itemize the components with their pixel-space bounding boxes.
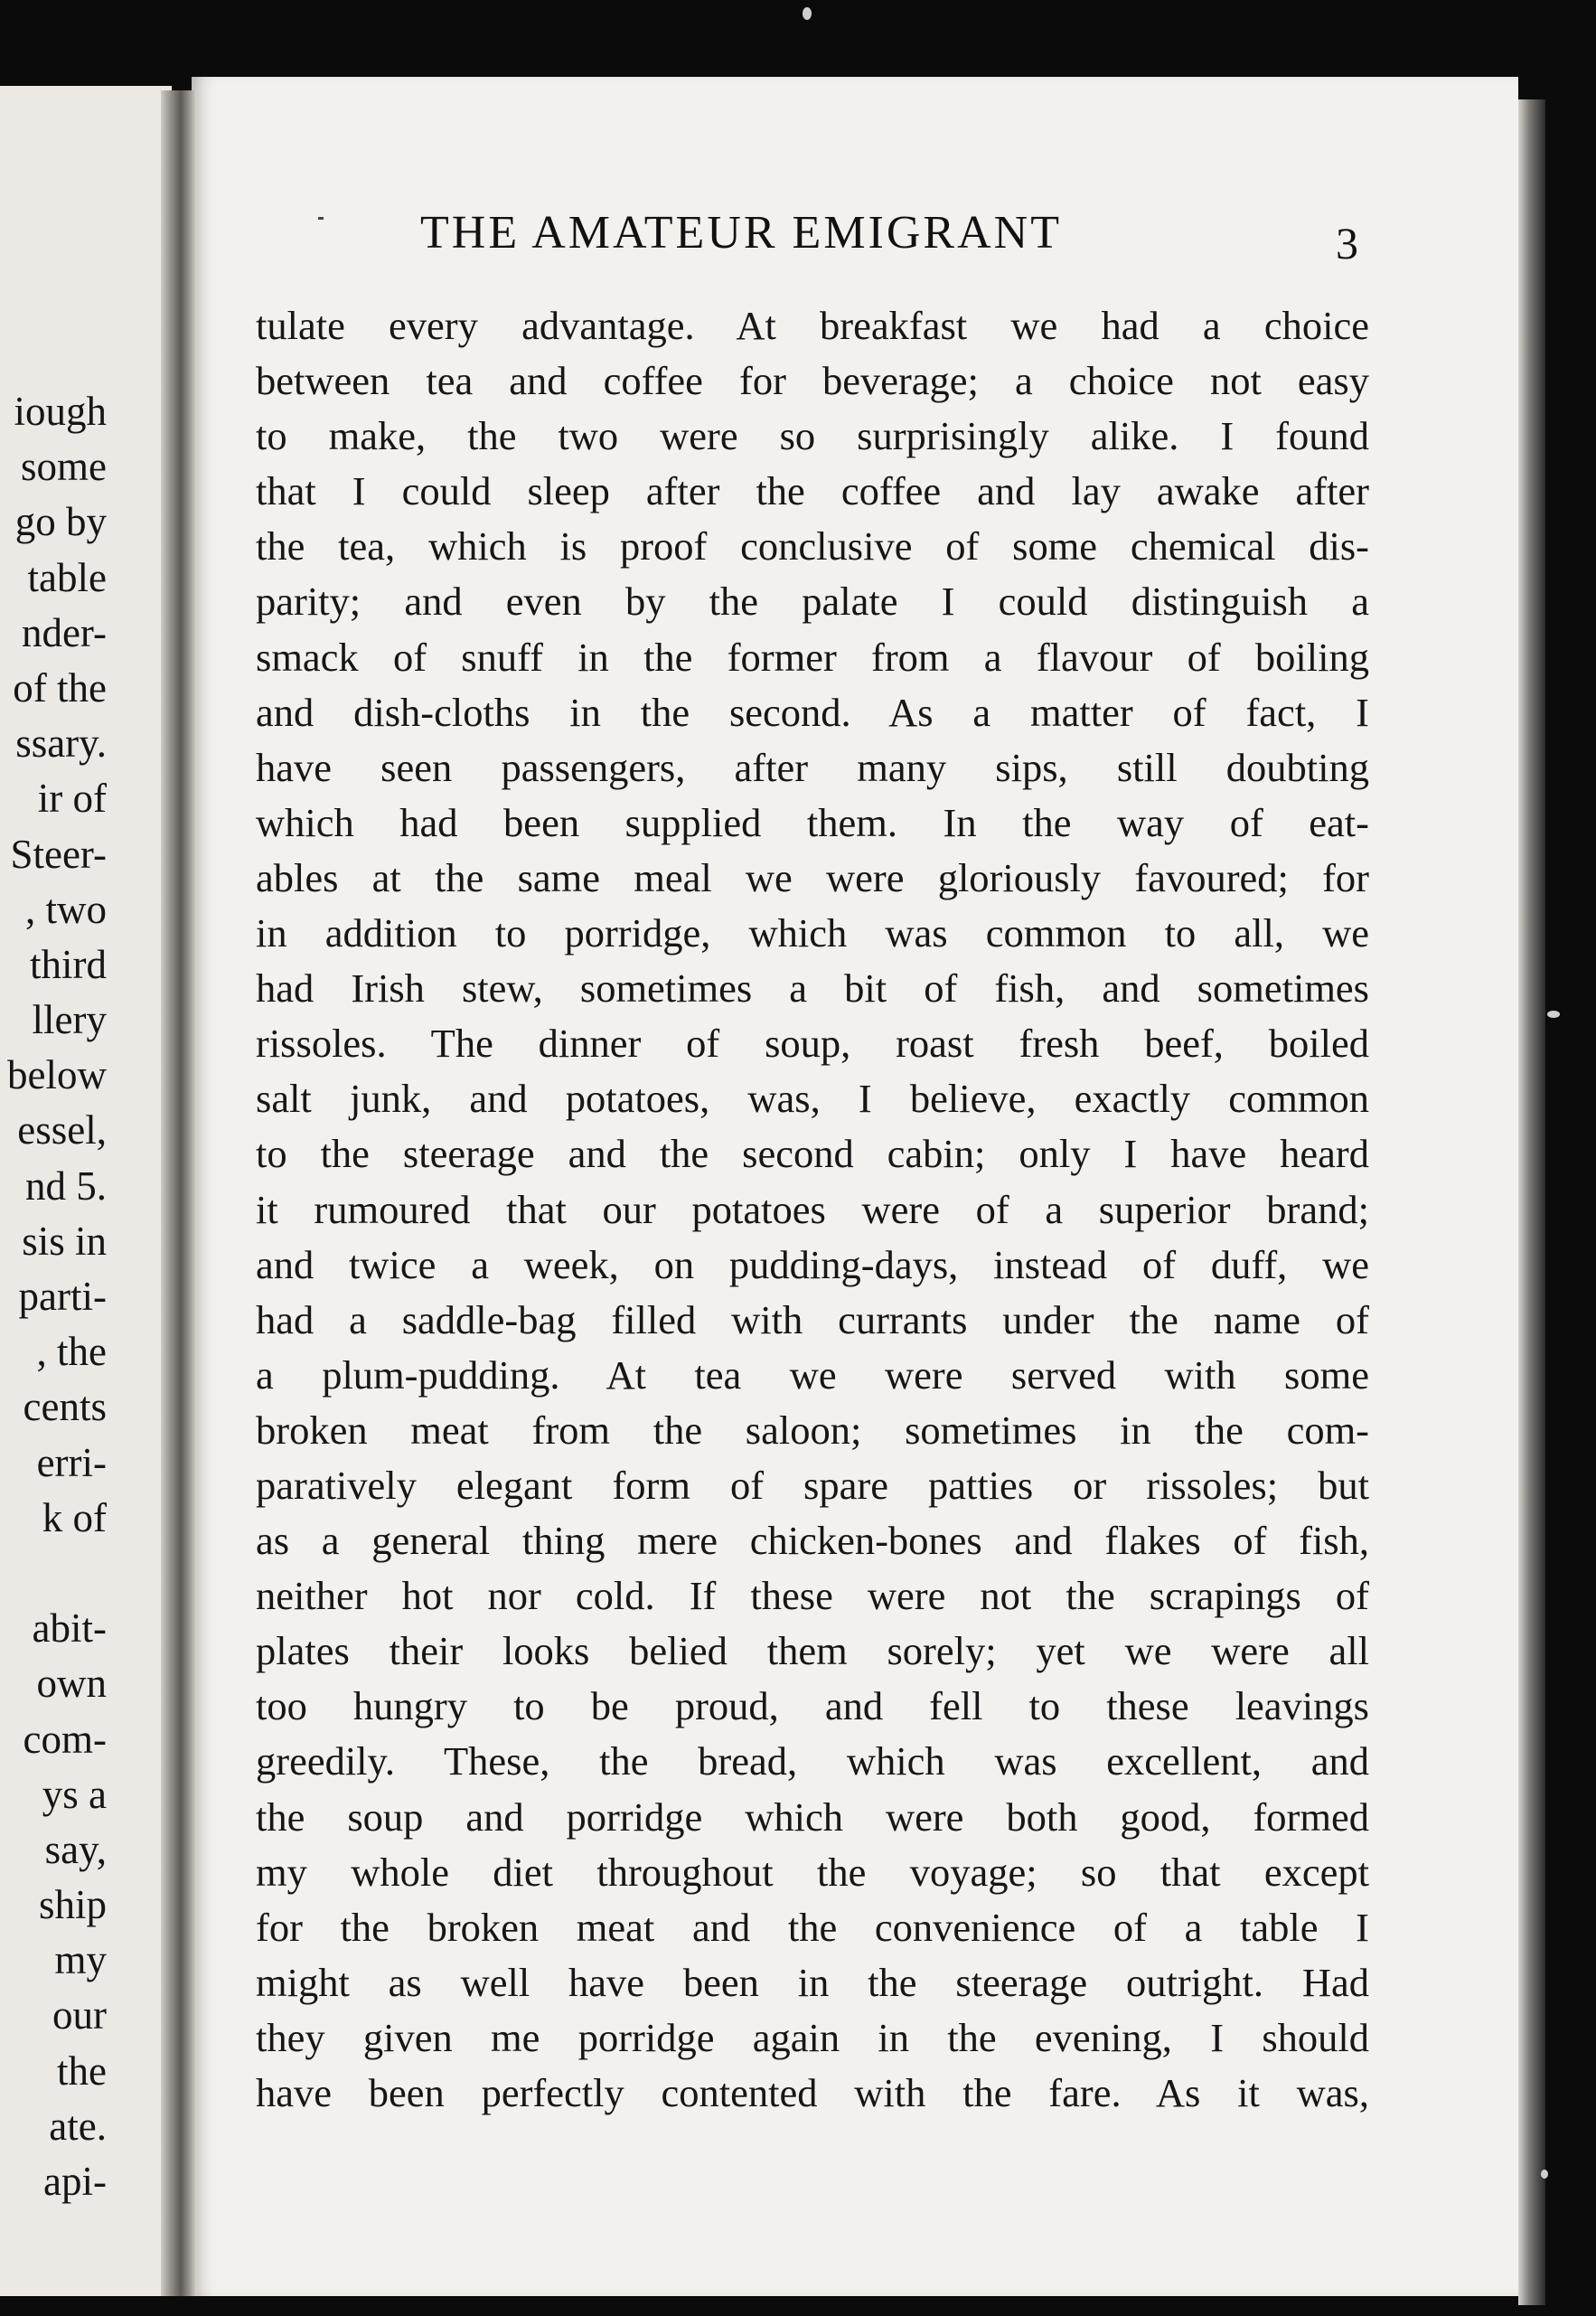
page-gutter <box>161 90 197 2296</box>
text-line: salt junk, and potatoes, was, I believe, exactly common <box>256 1076 1369 1122</box>
left-page-line: go by <box>14 499 107 545</box>
left-page-line: table <box>27 554 107 600</box>
text-line: had Irish stew, sometimes a bit of fish, and sometimes <box>256 965 1369 1012</box>
left-page-line: essel, <box>17 1107 107 1153</box>
text-line: smack of snuff in the former from a flavour of boiling <box>256 634 1369 680</box>
text-line: that I could sleep after the coffee and lay awake after <box>256 468 1369 514</box>
page-number: 3 <box>1336 218 1358 268</box>
text-line: it rumoured that our potatoes were of a superior brand; <box>256 1186 1369 1232</box>
text-line: rissoles. The dinner of soup, roast fresh beef, boiled <box>256 1021 1369 1067</box>
text-line: a plum-pudding. At tea we were served with some <box>256 1351 1369 1398</box>
left-page-line: sis in <box>22 1218 107 1264</box>
text-line: which had been supplied them. In the way of eat- <box>256 799 1369 845</box>
left-page-line: ssary. <box>15 720 107 767</box>
left-page-line: ir of <box>37 776 107 822</box>
left-page-line: third <box>30 941 107 987</box>
left-page-line: own <box>36 1661 107 1707</box>
text-line: plates their looks belied them sorely; yet we were all <box>256 1628 1369 1674</box>
left-page-line: com- <box>23 1716 107 1762</box>
left-page-line: ship <box>38 1882 107 1928</box>
text-line: the tea, which is proof conclusive of some chemical dis- <box>256 523 1369 570</box>
left-page-line: Steer- <box>10 831 107 877</box>
left-page-line: our <box>52 1992 107 2038</box>
text-line: to make, the two were so surprisingly alike. I found <box>256 413 1369 459</box>
text-line: as a general thing mere chicken-bones and flakes of fish, <box>256 1518 1369 1564</box>
left-page-line: the <box>57 2048 107 2094</box>
text-line: had a saddle-bag filled with currants under the name of <box>256 1296 1369 1342</box>
right-page-edge <box>1518 99 1545 2305</box>
left-page-line: cents <box>23 1384 107 1430</box>
left-page-line: llery <box>32 997 107 1043</box>
left-page-text-column <box>0 384 107 2209</box>
text-line: the soup and porridge which were both good, formed <box>256 1793 1369 1840</box>
left-page-line: nd 5. <box>25 1163 107 1209</box>
text-line: for the broken meat and the convenience of a table I <box>256 1904 1369 1950</box>
left-page-line: iough <box>14 389 107 434</box>
left-page <box>0 86 172 2296</box>
left-page-line: api- <box>43 2159 107 2204</box>
text-line: they given me porridge again in the evening, I should <box>256 2014 1369 2060</box>
left-page-line: some <box>21 444 107 490</box>
text-line: too hungry to be proud, and fell to these leavings <box>256 1683 1369 1729</box>
print-mark <box>318 217 324 220</box>
body-text <box>256 298 1369 2121</box>
text-line: and dish-cloths in the second. As a matter of fact, I <box>256 689 1369 735</box>
running-head: THE AMATEUR EMIGRANT <box>420 207 1062 259</box>
left-page-line: below <box>7 1052 107 1098</box>
left-page-line: , the <box>36 1329 107 1375</box>
text-line: in addition to porridge, which was common to all, we <box>256 910 1369 956</box>
left-page-line: , two <box>25 886 107 932</box>
left-page-line: say, <box>44 1826 107 1872</box>
text-line: might as well have been in the steerage outright. Had <box>256 1959 1369 2005</box>
scan-dust <box>803 7 812 20</box>
text-line: to the steerage and the second cabin; only I have heard <box>256 1131 1369 1177</box>
text-line: neither hot nor cold. If these were not the scrapings of <box>256 1573 1369 1619</box>
text-line: parity; and even by the palate I could distinguish a <box>256 579 1369 625</box>
text-line: ables at the same meal we were gloriously favoured; for <box>256 854 1369 900</box>
text-line: between tea and coffee for beverage; a choice not easy <box>256 358 1369 404</box>
left-page-line: nder- <box>21 609 107 655</box>
text-line: broken meat from the saloon; sometimes in the com- <box>256 1407 1369 1453</box>
left-page-line: of the <box>13 664 107 711</box>
left-page-line: ys a <box>42 1771 107 1817</box>
text-line: have seen passengers, after many sips, still doubting <box>256 744 1369 790</box>
scan-dust <box>1541 2170 1548 2179</box>
left-page-line: erri- <box>36 1439 107 1485</box>
left-page-line: parti- <box>18 1274 107 1319</box>
left-page-line: k of <box>42 1494 107 1540</box>
text-line: my whole diet throughout the voyage; so that except <box>256 1849 1369 1895</box>
left-page-line <box>0 1546 107 1601</box>
text-line: have been perfectly contented with the fare. As it was, <box>256 2070 1369 2115</box>
scan-dust <box>1547 1011 1560 1018</box>
text-line: and twice a week, on pudding-days, instead of duff, we <box>256 1241 1369 1287</box>
left-page-line: abit- <box>32 1605 107 1652</box>
text-line: tulate every advantage. At breakfast we had a choice <box>256 303 1369 348</box>
text-line: paratively elegant form of spare patties or rissoles; but <box>256 1462 1369 1508</box>
left-page-line: ate. <box>49 2103 107 2149</box>
text-line: greedily. These, the bread, which was excellent, and <box>256 1738 1369 1784</box>
left-page-line: my <box>54 1937 107 1983</box>
